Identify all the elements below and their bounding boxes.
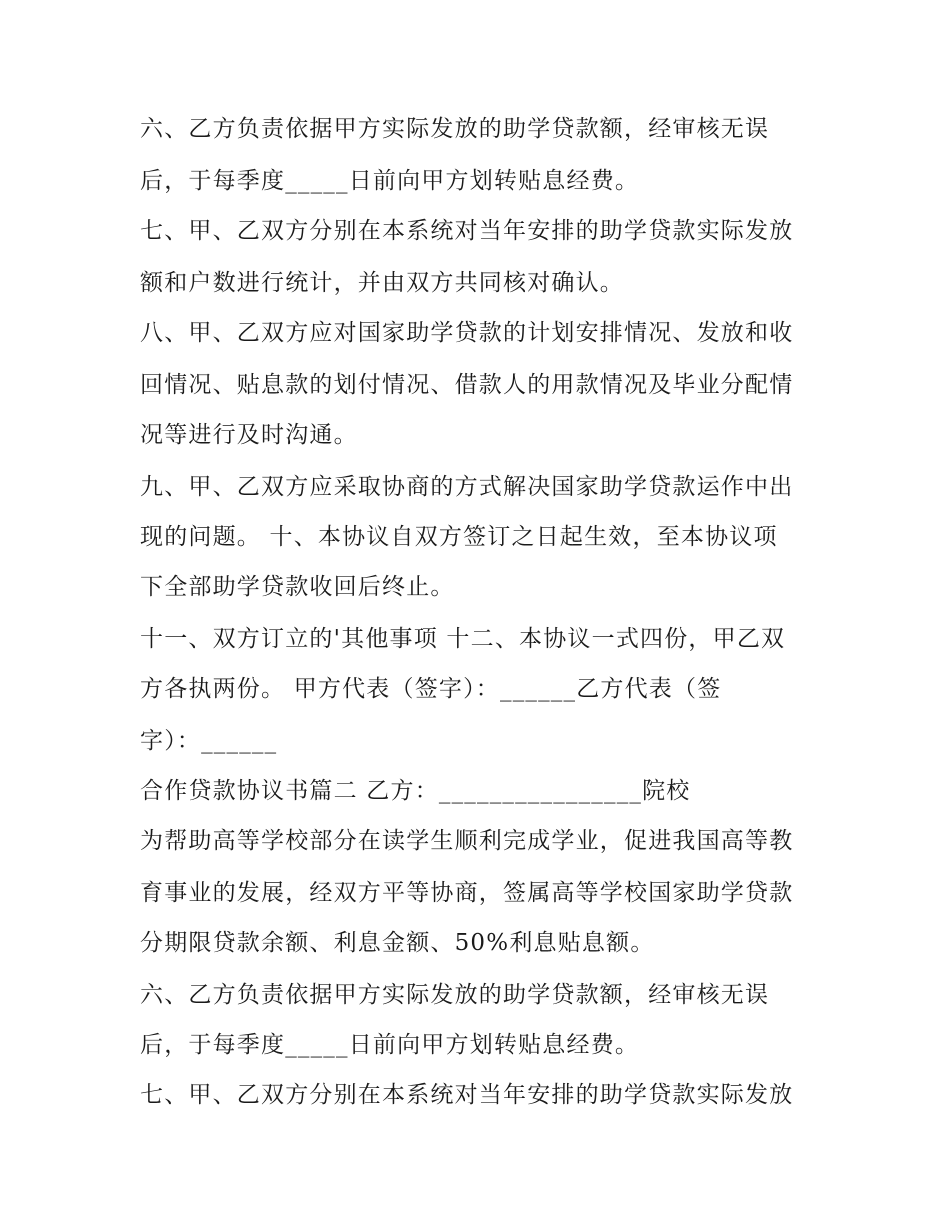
paragraph-line: 育事业的发展，经双方平等协商，签属高等学校国家助学贷款	[140, 880, 794, 906]
paragraph-line: 况等进行及时沟通。	[140, 422, 358, 448]
paragraph-line: 下全部助学贷款收回后终止。	[140, 574, 455, 600]
paragraph-line: 为帮助高等学校部分在读学生顺利完成学业，促进我国高等教	[140, 828, 794, 854]
paragraph-line: 八、甲、乙双方应对国家助学贷款的计划安排情况、发放和收	[140, 320, 794, 346]
paragraph-line: 后，于每季度_____日前向甲方划转贴息经费。	[140, 168, 640, 194]
paragraph-line: 七、甲、乙双方分别在本系统对当年安排的助学贷款实际发放	[140, 1082, 794, 1108]
paragraph-line: 十一、双方订立的'其他事项 十二、本协议一式四份，甲乙双	[140, 626, 786, 652]
paragraph-line: 分期限贷款余额、利息金额、50%利息贴息额。	[140, 930, 655, 956]
paragraph-line: 额和户数进行统计，并由双方共同核对确认。	[140, 270, 624, 296]
paragraph-line: 方各执两份。 甲方代表（签字）：______乙方代表（签	[140, 676, 722, 702]
paragraph-line: 六、乙方负责依据甲方实际发放的助学贷款额，经审核无误	[140, 982, 770, 1008]
paragraph-line: 七、甲、乙双方分别在本系统对当年安排的助学贷款实际发放	[140, 218, 794, 244]
paragraph-line: 字）：______	[140, 728, 278, 754]
section-heading-line: 合作贷款协议书篇二 乙方：________________院校	[140, 778, 691, 804]
paragraph-line: 现的问题。 十、本协议自双方签订之日起生效，至本协议项	[140, 524, 778, 550]
paragraph-line: 九、甲、乙双方应采取协商的方式解决国家助学贷款运作中出	[140, 474, 794, 500]
paragraph-line: 六、乙方负责依据甲方实际发放的助学贷款额，经审核无误	[140, 116, 770, 142]
paragraph-line: 回情况、贴息款的划付情况、借款人的用款情况及毕业分配情	[140, 372, 794, 398]
paragraph-line: 后，于每季度_____日前向甲方划转贴息经费。	[140, 1032, 640, 1058]
